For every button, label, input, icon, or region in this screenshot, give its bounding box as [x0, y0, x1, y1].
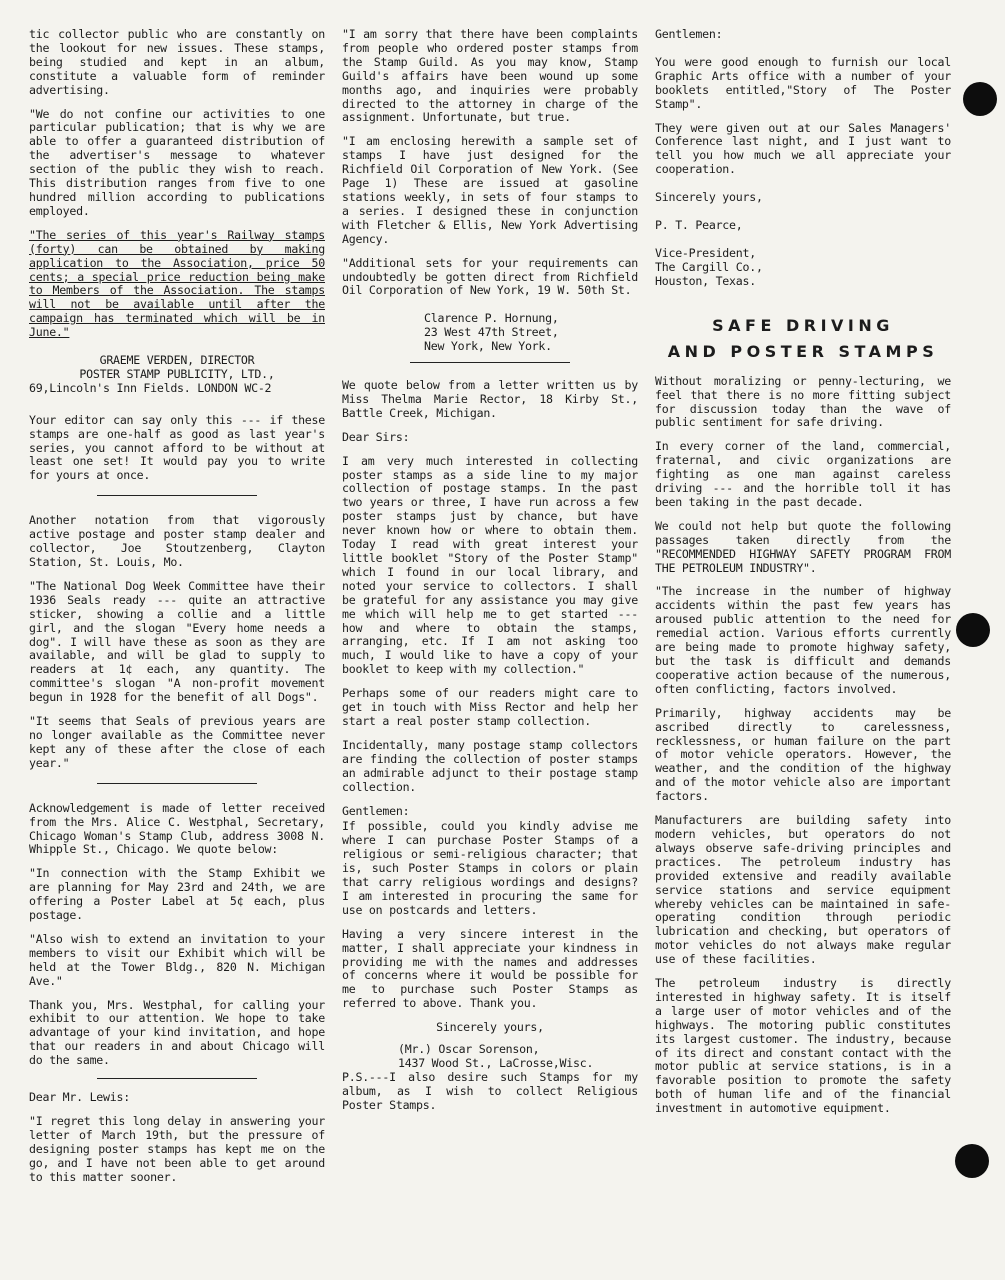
- salutation: Gentlemen:: [342, 803, 410, 818]
- divider: [97, 495, 257, 496]
- paragraph: Acknowledgement is made of letter received from the Mrs. Alice C. Westphal, Secretary, Chicago Woman's Stamp Club, address 3008 N. Whipple St., Chicago. We quote below:: [29, 800, 325, 857]
- paragraph: Thank you, Mrs. Westphal, for calling your exhibit to our attention. We hope to take advantage of your kind invitation, and hope that our readers in and about Chicago will do the same.: [29, 997, 325, 1068]
- signature-line: Sincerely yours,: [655, 190, 763, 205]
- column-right: [655, 28, 951, 1126]
- section-heading: SAFE DRIVING: [712, 315, 894, 335]
- paragraph: "We do not confine our activities to one particular publication; that is why we are able to offer a guaranteed distribution of the advertiser's message to whatever section of the public they wish to reach. This distribution ranges from five to one hundred million according to publications employed.: [29, 106, 325, 218]
- paragraph: Having a very sincere interest in the matter, I shall appreciate your kindness in providing me with the names and addresses of concerns where it would be possible for me to purchase such Poster Stamps as referred to above. Thank you.: [342, 926, 638, 1011]
- signature-line: GRAEME VERDEN, DIRECTOR: [99, 353, 255, 368]
- punch-hole: [963, 82, 997, 116]
- paragraph: Another notation from that vigorously active postage and poster stamp dealer and collector, Joe Stoutzenberg, Clayton Station, St. Louis, Mo.: [29, 513, 325, 569]
- paragraph: tic collector public who are constantly on the lookout for new issues. These stamps, being studied and kept in an album, constitute a valuable form of reminder advertising.: [29, 27, 325, 97]
- signature-line: Houston, Texas.: [655, 273, 756, 288]
- paragraph: "I am sorry that there have been complaints from people who ordered poster stamps from the Stamp Guild. As you may know, Stamp Guild's affairs have been wound up some months ago, and inquiries were probably directed to the attorney in charge of the assignment. Unfortunate, but true.: [342, 27, 638, 125]
- signature-line: POSTER STAMP PUBLICITY, LTD.,: [79, 366, 275, 381]
- paragraph: Primarily, highway accidents may be ascribed directly to carelessness, recklessness, or human failure on the part of motor vehicle operators. However, the weather, and the condition of the highway and of the motor vehicle also are important factors.: [655, 705, 951, 804]
- paragraph: Without moralizing or penny-lecturing, we feel that there is no more fitting subject for discussion today than the wave of public sentiment for safe driving.: [655, 373, 951, 430]
- salutation: Dear Sirs:: [342, 429, 410, 444]
- paragraph: "Also wish to extend an invitation to your members to visit our Exhibit which will be held at the Tower Bldg., 820 N. Michigan Ave.": [29, 931, 325, 988]
- paragraph: We quote below from a letter written us by Miss Thelma Marie Rector, 18 Kirby St., Battle Creek, Michigan.: [342, 378, 638, 420]
- paragraph: They were given out at our Sales Managers' Conference last night, and I just want to tell you how much we all appreciate your cooperation.: [655, 120, 951, 177]
- paragraph: "It seems that Seals of previous years are no longer available as the Committee never kept any of these after the close of each year.": [29, 714, 325, 770]
- signature-line: P. T. Pearce,: [655, 218, 743, 233]
- signature-line: New York, New York.: [424, 339, 552, 354]
- section-heading: AND POSTER STAMPS: [667, 341, 939, 361]
- paragraph: The petroleum industry is directly interested in highway safety. It is itself a large user of motor vehicles and of the highways. The motoring public constitutes its largest customer. The industry, because of its direct and constant contact with the motor public at service stations, is in a favorable position to promote the safety both of human life and of the financial investment in automotive equipment.: [655, 976, 951, 1116]
- paragraph: Perhaps some of our readers might care to get in touch with Miss Rector and help her start a real poster stamp collection.: [342, 686, 638, 728]
- paragraph: "Additional sets for your requirements can undoubtedly be gotten direct from Richfield Oil Corporation of New York, 19 W. 50th St.: [342, 255, 638, 298]
- paragraph: "I regret this long delay in answering your letter of March 19th, but the pressure of designing poster stamps has kept me on the go, and I have not been able to get around to this matter sooner.: [29, 1114, 325, 1184]
- salutation: Gentlemen:: [655, 27, 723, 41]
- divider: [410, 362, 570, 363]
- paragraph: Manufacturers are building safety into modern vehicles, but operators do not always observe safe-driving principles and practices. The petroleum industry has provided extensive and readily available service stations and service equipment whereby vehicles can be maintained in safe-operating condition through periodic lubrication and checking, but operators of motor vehicles do not always make regular use of these facilities.: [655, 813, 951, 967]
- paragraph: We could not help but quote the following passages taken directly from the "RECOMMENDED HIGHWAY SAFETY PROGRAM FROM THE PETROLEUM INDUSTRY".: [655, 518, 951, 575]
- paragraph: "In connection with the Stamp Exhibit we are planning for May 23rd and 24th, we are offering a Poster Label at 5¢ each, plus postage.: [29, 866, 325, 923]
- paragraph: P.S.---I also desire such Stamps for my album, as I wish to collect Religious Poster Stamps.: [342, 1069, 638, 1112]
- paragraph: I am very much interested in collecting poster stamps as a side line to my major collection of postage stamps. In the past two years or three, I have run across a few poster stamps just by chance, but have never known how or where to obtain them. Today I read with great interest your little booklet "Story of the Poster Stamp" which I found in our local library, and noted your service to collectors. I shall be grateful for any assistance you may give me which will help me to get started --- how and where to obtain the stamps, arranging, etc. If I am not asking too much, I would like to have a copy of your booklet to keep with my collection.": [342, 453, 638, 677]
- signature-line: (Mr.) Oscar Sorenson,: [398, 1042, 540, 1057]
- paragraph: "The increase in the number of highway accidents within the past few years has aroused public attention to the need for remedial action. Various efforts currently are being made to promote highway safety, but the task is difficult and demands cooperative action because of the numerous, often conflicting, factors involved.: [655, 584, 951, 696]
- paragraph: "The National Dog Week Committee have their 1936 Seals ready --- quite an attractive sticker, showing a collie and a little girl, and the slogan "Every home needs a dog". I will have these as soon as they are available, and will be glad to supply to readers at 1¢ each, any quantity. The committee's slogan "A non-profit movement begun in 1928 for the benefit of all Dogs".: [29, 578, 325, 705]
- underlined-paragraph: "The series of this year's Railway stamps (forty) can be obtained by making application to the Association, price 50 cents; a special price reduction being make to Members of the Association. The stamps will not be available until after the campaign has terminated which will be in June.": [29, 227, 325, 340]
- salutation: Dear Mr. Lewis:: [29, 1090, 130, 1105]
- column-left: [29, 28, 325, 1195]
- signature-line: Clarence P. Hornung,: [424, 311, 559, 326]
- signature-line: 23 West 47th Street,: [424, 325, 559, 340]
- paragraph: In every corner of the land, commercial, fraternal, and civic organizations are fighting as one man against careless driving --- and the horrible toll it has been taking in the past decade.: [655, 439, 951, 509]
- signature-line: Sincerely yours,: [436, 1020, 544, 1035]
- divider: [97, 783, 257, 784]
- paragraph: If possible, could you kindly advise me where I can purchase Poster Stamps of a religious or semi-religious character; that is, such Poster Stamps in colors or plain that carry religious wordings and designs? I am interested in procuring the same for use on postcards and letters.: [342, 819, 638, 917]
- paragraph: Incidentally, many postage stamp collectors are finding the collection of poster stamps an admirable adjunct to their postage stamp collection.: [342, 737, 638, 794]
- paragraph: "I am enclosing herewith a sample set of stamps I have just designed for the Richfield Oil Corporation of New York. (See Page 1) These are issued at gasoline stations weekly, in sets of four stamps to a series. I designed these in conjunction with Fletcher & Ellis, New York Advertising Agency.: [342, 134, 638, 246]
- divider: [97, 1078, 257, 1079]
- paragraph: Your editor can say only this --- if these stamps are one-half as good as last year's series, you cannot afford to be without at least one set! It would pay you to write for yours at once.: [29, 412, 325, 483]
- signature-line: 69,Lincoln's Inn Fields. LONDON WC-2: [29, 380, 272, 395]
- punch-hole: [955, 1144, 989, 1178]
- signature-line: The Cargill Co.,: [655, 259, 763, 274]
- signature-line: Vice-President,: [655, 245, 756, 260]
- column-middle: [342, 28, 638, 1123]
- signature-line: 1437 Wood St., LaCrosse,Wisc.: [398, 1056, 594, 1070]
- punch-hole: [956, 613, 990, 647]
- paragraph: You were good enough to furnish our local Graphic Arts office with a number of your booklets entitled,"Story of The Poster Stamp".: [655, 54, 951, 111]
